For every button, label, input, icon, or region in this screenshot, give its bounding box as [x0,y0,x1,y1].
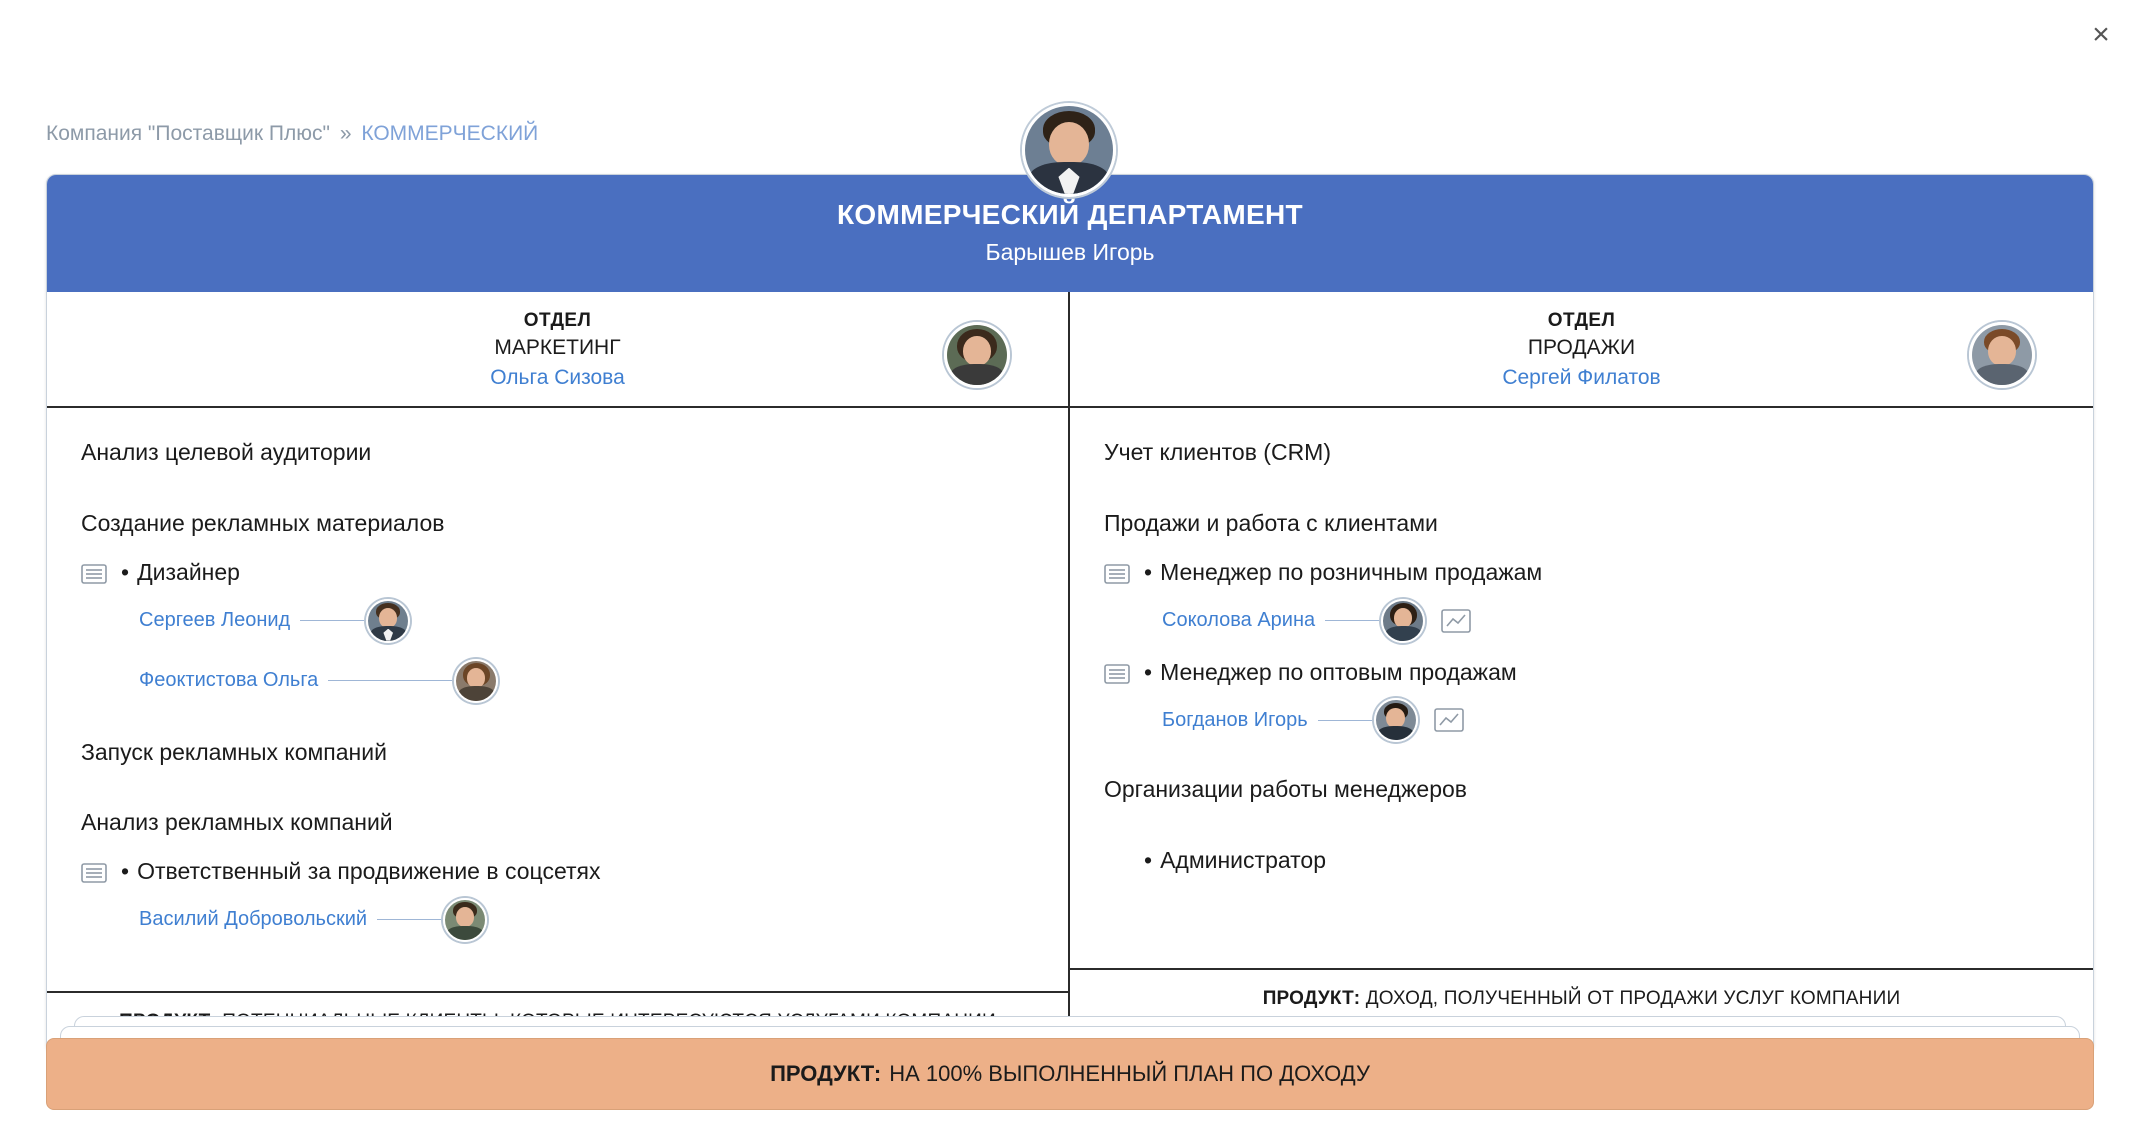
department-title: КОММЕРЧЕСКИЙ ДЕПАРТАМЕНТ [837,199,1303,230]
column-marketing [47,292,1070,1053]
role-label: • Администратор [1144,847,1327,874]
role-title: Ответственный за продвижение в соцсетях [137,858,601,885]
marketing-head-avatar[interactable] [944,322,1010,388]
function-item: Учет клиентов (CRM) [1104,439,1332,466]
function-item: Запуск рекламных компаний [81,738,387,765]
avatar[interactable] [1374,698,1418,742]
breadcrumb-current[interactable]: КОММЕРЧЕСКИЙ [361,122,539,145]
person-row [139,598,1068,644]
connector-line [300,620,370,621]
person-name[interactable]: Феоктистова Ольга [139,669,319,692]
function-item: Создание рекламных материалов [81,509,445,536]
sales-head-avatar[interactable] [1969,322,2035,388]
avatar[interactable] [366,599,410,643]
connector-line [1318,720,1378,721]
list-icon [81,564,107,584]
role-row [1104,846,2093,876]
columns-container [47,292,2093,1053]
person-row [1162,598,2093,644]
role-title: Менеджер по розничным продажам [1160,558,1543,585]
department-card [46,174,2094,1054]
unit-header-sales [1070,292,2093,408]
person-name[interactable]: Соколова Арина [1162,609,1316,632]
unit-header-marketing [47,292,1068,408]
breadcrumb-separator: » [339,122,352,145]
role-label: • Ответственный за продвижение в соцсетях [121,858,601,885]
connector-line [377,919,447,920]
final-product-text: НА 100% ВЫПОЛНЕННЫЙ ПЛАН ПО ДОХОДУ [889,1061,1370,1086]
unit-name: ПРОДАЖИ [1527,336,1636,360]
role-row [1104,558,2093,588]
close-icon[interactable]: × [2092,18,2110,51]
unit-body-sales [1070,408,2093,968]
unit-body-marketing [47,408,1068,991]
role-label: • Менеджер по розничным продажам [1144,558,1543,585]
unit-word: ОТДЕЛ [523,310,592,332]
function-item: Продажи и работа с клиентами [1104,509,1438,536]
role-label: • Дизайнер [121,558,240,585]
department-lead[interactable]: Барышев Игорь [985,239,1155,266]
function-item: Анализ целевой аудитории [81,439,372,466]
role-row [81,558,1068,588]
function-item: Анализ рекламных компаний [81,809,393,836]
avatar[interactable] [443,898,487,942]
person-row [139,658,1068,704]
final-product-label: ПРОДУКТ: [770,1061,882,1086]
list-icon [1104,564,1130,584]
role-title: Дизайнер [137,558,240,585]
function-item: Организации работы менеджеров [1104,776,1467,803]
breadcrumb [46,122,538,146]
person-name[interactable]: Сергеев Леонид [139,609,291,632]
connector-line [1325,620,1385,621]
product-text: ДОХОД, ПОЛУЧЕННЫЙ ОТ ПРОДАЖИ УСЛУГ КОМПАНИИ [1365,988,1901,1010]
unit-lead[interactable]: Сергей Филатов [1502,366,1661,390]
list-icon [1104,664,1130,684]
final-product-bar [46,1038,2094,1110]
role-row [81,857,1068,887]
column-sales [1070,292,2093,1053]
role-title: Администратор [1160,847,1327,874]
person-row [139,897,1068,943]
role-label: • Менеджер по оптовым продажам [1144,658,1517,685]
department-head-avatar[interactable] [1022,103,1116,197]
avatar[interactable] [454,659,498,703]
connector-line [328,680,458,681]
unit-name: МАРКЕТИНГ [494,336,621,360]
unit-word: ОТДЕЛ [1547,310,1616,332]
breadcrumb-company[interactable]: Компания "Поставщик Плюс" [46,122,330,145]
unit-lead[interactable]: Ольга Сизова [490,366,625,390]
avatar[interactable] [1381,599,1425,643]
list-icon [81,863,107,883]
person-name[interactable]: Богданов Игорь [1162,708,1308,731]
chart-icon[interactable] [1441,608,1471,634]
product-label: ПРОДУКТ: [1262,988,1361,1010]
role-title: Менеджер по оптовым продажам [1160,658,1517,685]
role-row [1104,658,2093,688]
chart-icon[interactable] [1434,707,1464,733]
person-name[interactable]: Василий Добровольский [139,908,368,931]
person-row [1162,697,2093,743]
